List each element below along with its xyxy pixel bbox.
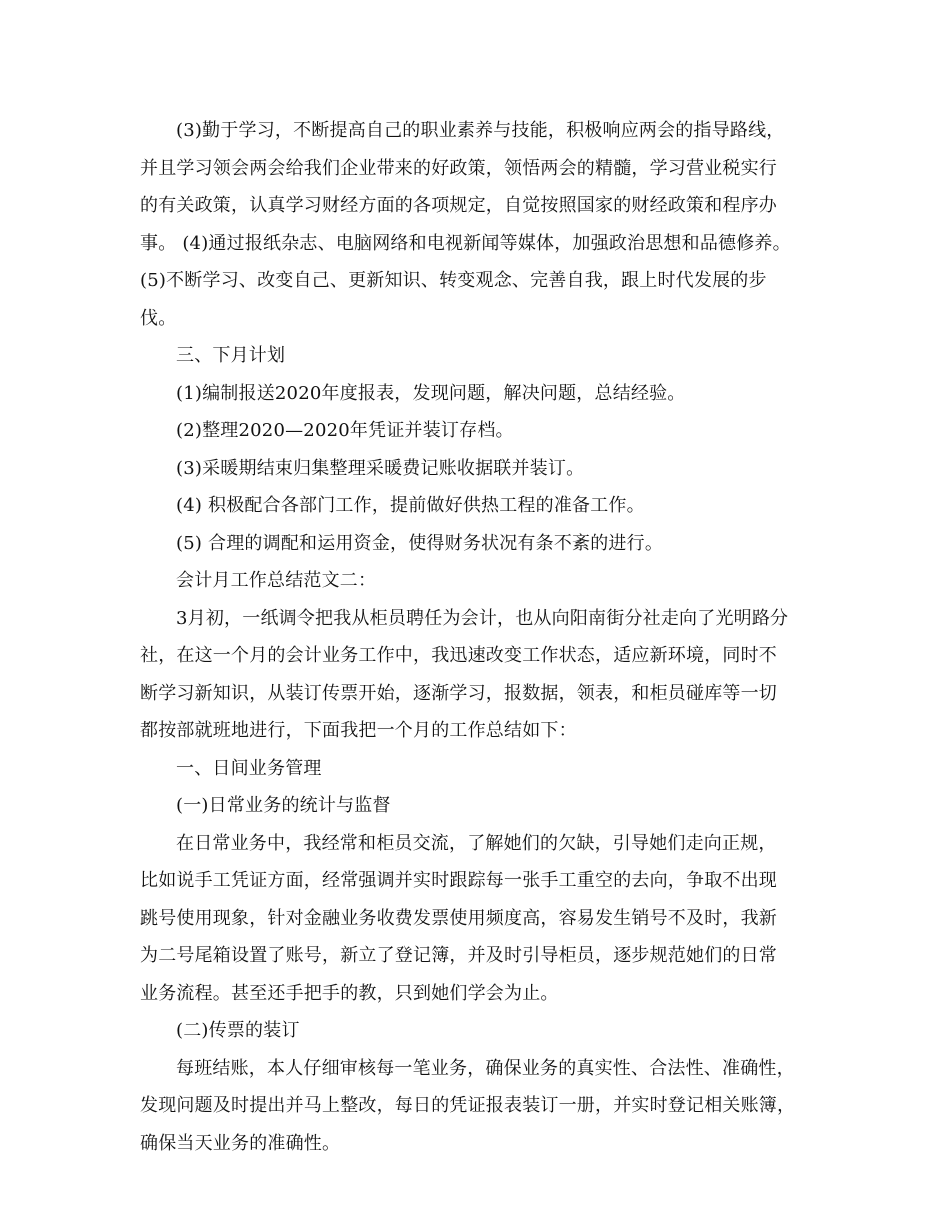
section-heading: 三、下月计划 (176, 345, 286, 366)
paragraph-line: 断学习新知识，从装订传票开始，逐渐学习，报数据，领表，和柜员碰库等一切 (140, 682, 777, 704)
paragraph-line: 跳号使用现象，针对金融业务收费发票使用频度高，容易发生销号不及时，我新 (140, 907, 777, 929)
paragraph-line: (3)勤于学习，不断提高自己的职业素养与技能，积极响应两会的指导路线， (176, 120, 785, 141)
paragraph-line: 发现问题及时提出并马上整改，每日的凭证报表装订一册，并实时登记相关账簿， (140, 1095, 796, 1116)
section-heading: 一、日间业务管理 (176, 757, 322, 779)
paragraph-line: 3月初，一纸调令把我从柜员聘任为会计，也从向阳南街分社走向了光明路分 (176, 607, 789, 629)
document-body (140, 112, 810, 1162)
paragraph-line: 每班结账，本人仔细审核每一笔业务，确保业务的真实性、合法性、准确性， (176, 1057, 795, 1079)
section-heading: 会计月工作总结范文二： (176, 570, 377, 591)
subsection-heading: (一)日常业务的统计与监督 (176, 795, 391, 816)
subsection-heading: (二)传票的装订 (176, 1020, 300, 1041)
paragraph-line: 比如说手工凭证方面，经常强调并实时跟踪每一张手工重空的去向，争取不出现 (140, 870, 777, 891)
list-item: (5) 合理的调配和运用资金，使得财务状况有条不紊的进行。 (176, 532, 664, 554)
list-item: (3)采暖期结束归集整理采暖费记账收据联并装订。 (176, 457, 585, 479)
paragraph-line: 为二号尾箱设置了账号，新立了登记簿，并及时引导柜员，逐步规范她们的日常 (140, 945, 777, 966)
list-item: (4) 积极配合各部门工作，提前做好供热工程的准备工作。 (176, 495, 645, 516)
paragraph-line: 伐。 (140, 307, 177, 329)
paragraph-line: 社，在这一个月的会计业务工作中，我迅速改变工作状态，适应新环境，同时不 (140, 645, 777, 666)
paragraph-line: 并且学习领会两会给我们企业带来的好政策，领悟两会的精髓，学习营业税实行 (140, 157, 777, 179)
paragraph-line: (5)不断学习、改变自己、更新知识、转变观念、完善自我，跟上时代发展的步 (140, 270, 767, 291)
paragraph-line: 业务流程。甚至还手把手的教，只到她们学会为止。 (140, 982, 559, 1004)
paragraph-line: 事。 (4)通过报纸杂志、电脑网络和电视新闻等媒体，加强政治思想和品德修养。 (140, 232, 791, 254)
paragraph-line: 的有关政策，认真学习财经方面的各项规定，自觉按照国家的财经政策和程序办 (140, 195, 777, 216)
list-item: (2)整理2020—2020年凭证并装订存档。 (176, 420, 514, 441)
paragraph-line: 确保当天业务的准确性。 (140, 1132, 341, 1154)
paragraph-line: 在日常业务中，我经常和柜员交流，了解她们的欠缺，引导她们走向正规， (176, 832, 777, 854)
list-item: (1)编制报送2020年度报表，发现问题，解决问题，总结经验。 (176, 382, 686, 404)
paragraph-line: 都按部就班地进行，下面我把一个月的工作总结如下： (140, 720, 577, 741)
